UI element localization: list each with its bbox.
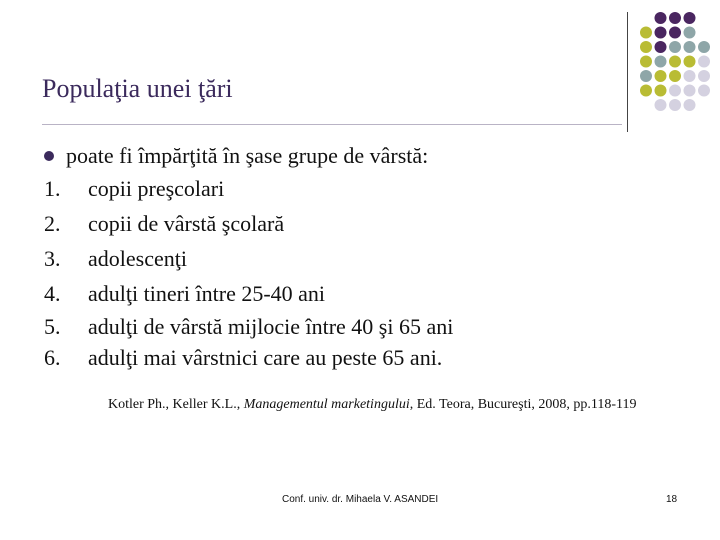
item-number: 1. (44, 176, 61, 201)
item-text: adulţi mai vârstnici care au peste 65 ani. (88, 345, 443, 370)
item-number: 3. (44, 246, 61, 271)
decorative-dot (669, 56, 681, 68)
reference-publisher: , Ed. Teora, Bucureşti, 2008, pp.118-119 (409, 397, 637, 412)
decorative-dot (698, 56, 710, 68)
reference-book-title: Managementul marketingului (243, 397, 410, 412)
decorative-dot (684, 85, 696, 97)
item-text: copii preşcolari (88, 176, 225, 201)
decorative-dot (684, 41, 696, 53)
decorative-dot (669, 99, 681, 111)
lead-bullet-text (44, 143, 428, 169)
decorative-dot-grid (0, 0, 720, 140)
decorative-dot (640, 85, 652, 97)
item-number: 4. (44, 281, 61, 306)
bibliographic-reference (108, 397, 636, 413)
decorative-dot (655, 12, 667, 24)
list-item (44, 345, 442, 371)
decorative-dot (698, 41, 710, 53)
decorative-dot (655, 70, 667, 82)
reference-authors: Kotler Ph., Keller K.L., (108, 397, 244, 412)
decorative-dot (640, 70, 652, 82)
decorative-dot (655, 99, 667, 111)
slide-title: Populaţia unei ţări (42, 74, 233, 103)
vertical-divider (627, 12, 628, 132)
decorative-dot (655, 56, 667, 68)
item-text: adulţi tineri între 25-40 ani (88, 281, 326, 306)
decorative-dot (640, 41, 652, 53)
decorative-dot (640, 27, 652, 39)
list-item (44, 211, 284, 237)
decorative-dot (655, 41, 667, 53)
decorative-dot (684, 12, 696, 24)
list-item (44, 281, 325, 307)
decorative-dot (655, 27, 667, 39)
decorative-dot (669, 27, 681, 39)
decorative-dot (684, 99, 696, 111)
decorative-dot (669, 85, 681, 97)
footer-author: Conf. univ. dr. Mihaela V. ASANDEI (282, 494, 439, 505)
decorative-dot (698, 85, 710, 97)
bullet-icon (44, 151, 54, 161)
title-underline (42, 124, 622, 125)
item-text: adulţi de vârstă mijlocie între 40 şi 65 ani (88, 314, 454, 339)
item-number: 6. (44, 345, 61, 370)
decorative-dot (640, 56, 652, 68)
item-text: adolescenţi (88, 246, 187, 271)
decorative-dot (684, 70, 696, 82)
list-item (44, 176, 224, 202)
decorative-dot (669, 12, 681, 24)
item-number: 5. (44, 314, 61, 339)
item-number: 2. (44, 211, 61, 236)
lead-text: poate fi împărţită în şase grupe de vârstă: (66, 143, 429, 168)
item-text: copii de vârstă şcolară (88, 211, 285, 236)
decorative-dot (669, 70, 681, 82)
page-number: 18 (666, 494, 678, 505)
decorative-dot (684, 27, 696, 39)
list-item (44, 246, 187, 272)
decorative-dot (698, 70, 710, 82)
decorative-dot (655, 85, 667, 97)
decorative-dot (684, 56, 696, 68)
list-item (44, 314, 453, 340)
decorative-dot (669, 41, 681, 53)
